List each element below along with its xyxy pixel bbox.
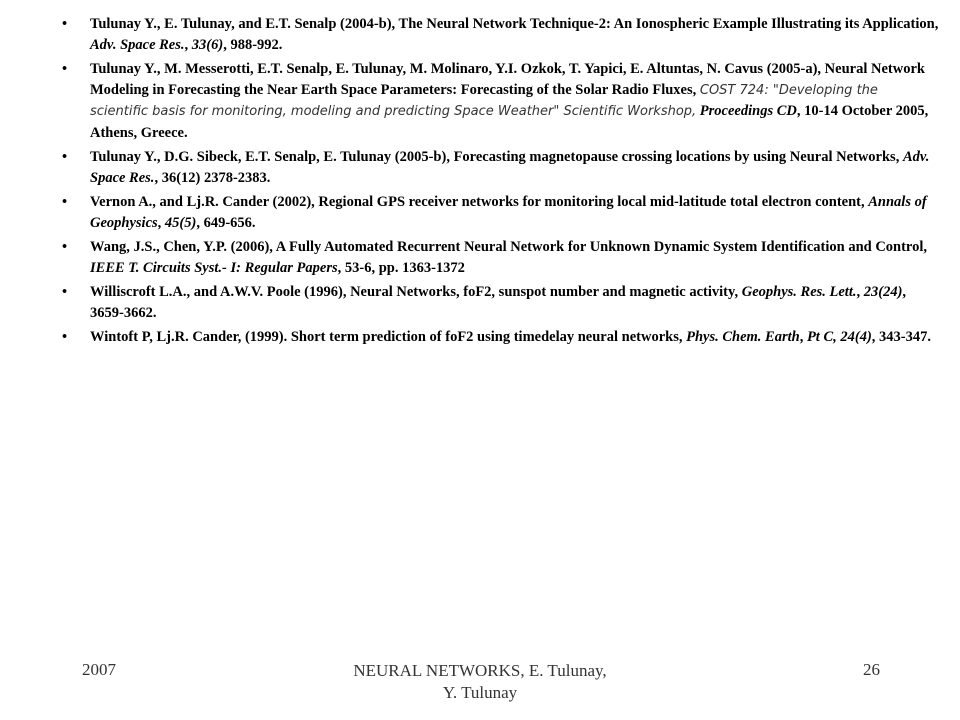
bullet-marker: • xyxy=(62,239,68,255)
footer-title xyxy=(270,660,690,704)
footer-title-line-2: Y. Tulunay xyxy=(442,683,518,702)
reference-text: , 10-14 October 2005, Athens, Greece. xyxy=(90,103,929,141)
bullet-marker: • xyxy=(62,61,68,77)
reference-item xyxy=(62,14,940,55)
reference-text: Wintoft P, Lj.R. Cander, (1999). Short term prediction of foF2 using timedelay neural networks, xyxy=(90,329,687,345)
reference-text: , xyxy=(799,329,807,345)
reference-text: , xyxy=(157,214,165,231)
reference-text: , xyxy=(856,284,864,300)
reference-text: Tulunay Y., D.G. Sibeck, E.T. Senalp, E. Tulunay (2005-b), Forecasting magnetopause crossing locations by using Neural Networks, xyxy=(90,149,903,165)
reference-italic-text: 23(24) xyxy=(863,284,903,300)
reference-sans-text: COST 724: "Developing the scientific basis for monitoring, modeling and predicting Space Weather" Scientific Workshop, xyxy=(90,82,878,119)
reference-item xyxy=(62,282,940,323)
reference-text: Tulunay Y., E. Tulunay, and E.T. Senalp (2004-b), The Neural Network Technique-2: An Ionospheric Example Illustrating its Application, xyxy=(90,16,939,32)
reference-item xyxy=(62,327,940,348)
reference-item xyxy=(62,147,940,188)
reference-text: , 3659-3662. xyxy=(90,284,907,321)
reference-text: Vernon A., and Lj.R. Cander (2002), Regional GPS receiver networks for monitoring local mid-latitude total electron content, xyxy=(90,194,869,210)
page-number: 26 xyxy=(863,660,880,679)
reference-text: , xyxy=(184,36,192,53)
reference-text: , 988-992. xyxy=(223,36,283,53)
reference-item xyxy=(62,192,940,233)
reference-text: , 53-6, pp. 1363-1372 xyxy=(337,259,465,276)
bullet-marker: • xyxy=(62,149,68,165)
reference-text: , 343-347. xyxy=(871,329,932,345)
reference-italic-text: Proceedings CD xyxy=(699,103,797,119)
reference-italic-text: Adv. Space Res. xyxy=(90,36,185,53)
reference-italic-text: Annals of Geophysics xyxy=(90,194,927,231)
reference-italic-text: Adv. Space Res. xyxy=(90,149,930,186)
footer-year: 2007 xyxy=(82,660,116,679)
reference-italic-text: 45(5) xyxy=(164,214,197,231)
bullet-marker: • xyxy=(62,16,68,32)
reference-italic-text: IEEE T. Circuits Syst.- I: Regular Papers xyxy=(90,259,338,276)
reference-list xyxy=(62,14,940,352)
footer-title-line-1: NEURAL NETWORKS, E. Tulunay, xyxy=(353,661,607,680)
reference-text: , 36(12) 2378-2383. xyxy=(154,169,271,186)
reference-italic-text: Pt C, 24(4) xyxy=(806,329,872,345)
reference-text: Tulunay Y., M. Messerotti, E.T. Senalp, E. Tulunay, M. Molinaro, Y.I. Ozkok, T. Yapici, E. Altuntas, N. Cavus (2005-a), Neural Network Modeling in Forecasting the Near Earth Space Parameters: Forecasting of the Solar Radio Fluxes, xyxy=(90,61,925,98)
reference-italic-text: 33(6) xyxy=(191,36,224,53)
reference-text: Williscroft L.A., and A.W.V. Poole (1996), Neural Networks, foF2, sunspot number and magnetic activity, xyxy=(90,284,742,300)
reference-text: Wang, J.S., Chen, Y.P. (2006), A Fully Automated Recurrent Neural Network for Unknown Dynamic System Identification and Control, xyxy=(90,239,928,255)
reference-italic-text: Geophys. Res. Lett. xyxy=(741,284,857,300)
bullet-marker: • xyxy=(62,194,68,210)
bullet-marker: • xyxy=(62,329,68,345)
reference-item xyxy=(62,59,940,143)
slide-footer xyxy=(0,660,960,720)
reference-text: , 649-656. xyxy=(196,214,256,231)
reference-italic-text: Phys. Chem. Earth xyxy=(686,329,800,345)
reference-item xyxy=(62,237,940,278)
bullet-marker: • xyxy=(62,284,68,300)
